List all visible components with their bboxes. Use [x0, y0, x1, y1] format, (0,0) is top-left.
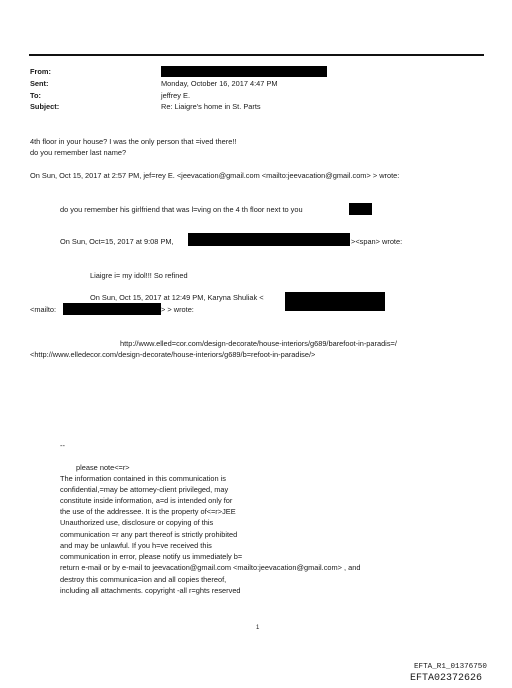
- quote2-header-start: On Sun, Oct=15, 2017 at 9:08 PM,: [60, 237, 174, 246]
- notice-line: return e-mail or by e-mail to jeevacation@gmail.com <mailto:jeevacation@gmail.com> , and: [60, 563, 361, 572]
- bates-number-1: EFTA_R1_01376750: [414, 663, 487, 671]
- body-line-2: do you remember last name?: [30, 148, 127, 157]
- email-redaction-3: [285, 292, 385, 311]
- quote2-text: Liaigre i= my idol!!! So refined: [90, 271, 188, 280]
- header-divider: [29, 54, 484, 56]
- bates-number-2: EFTA02372626: [410, 673, 483, 684]
- notice-line: communication =r any part thereof is strictly prohibited: [60, 530, 238, 539]
- notice-line: including all attachments. copyright -all r=ghts reserved: [60, 586, 241, 595]
- from-redaction: [161, 66, 327, 77]
- quote2-header-end: ><span> wrote:: [351, 237, 403, 246]
- quote1-header: On Sun, Oct 15, 2017 at 2:57 PM, jef=rey E. <jeevacation@gmail.com <mailto:jeevacation@gmail.com> > wrote:: [30, 171, 400, 180]
- link-2[interactable]: <http://www.elledecor.com/design-decorate/house-interiors/g689/b=refoot-in-paradise/>: [30, 350, 316, 359]
- notice-line: please note<=r>: [76, 463, 130, 472]
- signature-dash: --: [60, 441, 65, 450]
- page-number: 1: [256, 625, 260, 631]
- notice-line: confidential,=may be attorney-client privileged, may: [60, 485, 229, 494]
- quote3-header-start: On Sun, Oct 15, 2017 at 12:49 PM, Karyna Shuliak <: [90, 293, 264, 302]
- sender-redaction-2: [188, 233, 350, 246]
- to-label: To:: [30, 91, 41, 100]
- notice-line: destroy this communica=ion and all copies thereof,: [60, 575, 227, 584]
- link-1[interactable]: http://www.elled=cor.com/design-decorate/house-interiors/g689/barefoot-in-paradis=/: [120, 339, 397, 348]
- notice-line: the use of the addressee. It is the property of<=r>JEE: [60, 507, 236, 516]
- email-redaction-4: [63, 303, 161, 315]
- sent-label: Sent:: [30, 79, 49, 88]
- notice-line: Unauthorized use, disclosure or copying of this: [60, 518, 214, 527]
- quote3-mailto-start: <mailto:: [30, 305, 57, 314]
- notice-line: and may be unlawful. If you h=ve received this: [60, 541, 212, 550]
- subject-label: Subject:: [30, 102, 60, 111]
- body-line-1: 4th floor in your house? I was the only person that =ived there!!: [30, 137, 237, 146]
- notice-line: communication in error, please notify us immediately b=: [60, 552, 243, 561]
- sent-value: Monday, October 16, 2017 4:47 PM: [161, 79, 278, 88]
- name-redaction-1: [349, 203, 372, 215]
- to-value: jeffrey E.: [161, 91, 191, 100]
- subject-value: Re: Liaigre's home in St. Parts: [161, 102, 261, 111]
- quote1-text: do you remember his girlfriend that was l=ving on the 4 th floor next to you: [60, 205, 303, 214]
- quote3-mailto-end: > > wrote:: [161, 305, 194, 314]
- from-label: From:: [30, 67, 51, 76]
- notice-line: The information contained in this communication is: [60, 474, 226, 483]
- notice-line: constitute inside information, a=d is intended only for: [60, 496, 233, 505]
